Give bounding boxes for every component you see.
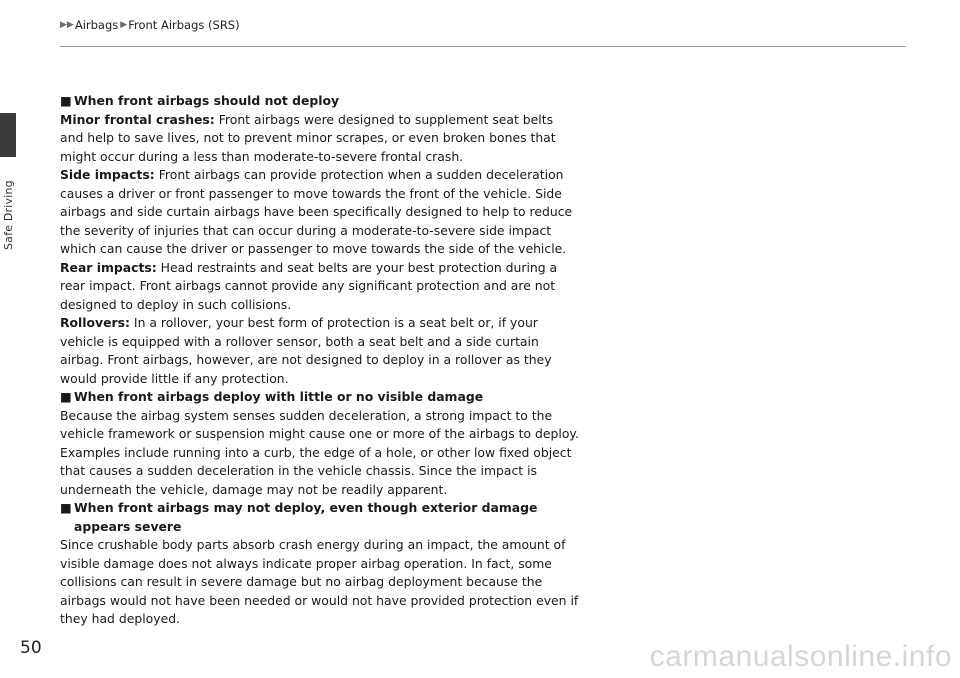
breadcrumb <box>60 18 242 32</box>
page-number: 50 <box>20 638 42 658</box>
breadcrumb-arrow-icon: ▶ <box>120 20 128 30</box>
section-tab-marker <box>0 113 16 157</box>
section-heading <box>60 92 580 111</box>
paragraph <box>60 407 580 500</box>
breadcrumb-item-front-airbags[interactable]: Front Airbags (SRS) <box>128 18 240 32</box>
header-divider <box>60 46 906 47</box>
paragraph-text: Head restraints and seat belts are your best protection during a rear impact. Front airbags cannot provide any significant protection and are not designed to deploy in such collisions. <box>60 259 558 312</box>
section-heading-text: When front airbags deploy with little or no visible damage <box>74 389 484 404</box>
paragraph-term: Rear impacts: <box>60 259 157 275</box>
paragraph-term: Rollovers: <box>60 315 130 330</box>
section-tab-label: Safe Driving <box>2 180 15 250</box>
section-heading-text: When front airbags may not deploy, even though exterior damage appears severe <box>74 500 538 534</box>
section-heading-text: When front airbags should not deploy <box>74 93 340 108</box>
section-heading <box>60 499 580 536</box>
paragraph-term: Side impacts: <box>60 167 155 182</box>
paragraph-text: In a rollover, your best form of protection is a seat belt or, if your vehicle is equipped with a rollover sensor, both a seat belt and a side curtain airbag. Front airbags, however, are not designed to deploy in a rollover as they would provide little if any protection. <box>60 315 552 386</box>
square-bullet-icon: ■ <box>60 93 72 108</box>
paragraph-text: Front airbags were designed to supplement seat belts and help to save lives, not to prevent minor scrapes, or even broken bones that might occur during a less than moderate-to-severe frontal crash. <box>60 111 556 164</box>
paragraph <box>60 166 580 259</box>
breadcrumb-arrow-icon: ▶▶ <box>60 20 74 30</box>
paragraph <box>60 536 580 629</box>
paragraph-term: Minor frontal crashes: <box>60 111 215 127</box>
paragraph-text: Front airbags can provide protection when a sudden deceleration causes a driver or front passenger to move towards the front of the vehicle. Side airbags and side curtain airbags have been specifically designed to help to reduce the severity of injuries that can occur during a moderate-to-severe side impact which can cause the driver or passenger to move towards the side of the vehicle. <box>60 167 573 256</box>
paragraph-text: Since crushable body parts absorb crash energy during an impact, the amount of visible damage does not always indicate proper airbag operation. In fact, some collisions can result in severe damage but no airbag deployment because the airbags would not have been needed or would not have provided protection even if they had deployed. <box>60 537 579 626</box>
section-heading <box>60 388 580 407</box>
paragraph-text: Because the airbag system senses sudden deceleration, a strong impact to the vehicle framework or suspension might cause one or more of the airbags to deploy. Examples include running into a curb, the edge of a hole, or other low fixed object that causes a sudden deceleration in the vehicle chassis. Since the impact is underneath the vehicle, damage may not be readily apparent. <box>60 407 579 497</box>
paragraph <box>60 259 580 315</box>
square-bullet-icon: ■ <box>60 389 72 404</box>
square-bullet-icon: ■ <box>60 500 72 515</box>
paragraph <box>60 111 580 167</box>
main-content <box>60 92 580 629</box>
watermark: carmanualsonline.info <box>649 640 952 673</box>
breadcrumb-item-airbags[interactable]: Airbags <box>74 18 119 32</box>
paragraph <box>60 314 580 388</box>
